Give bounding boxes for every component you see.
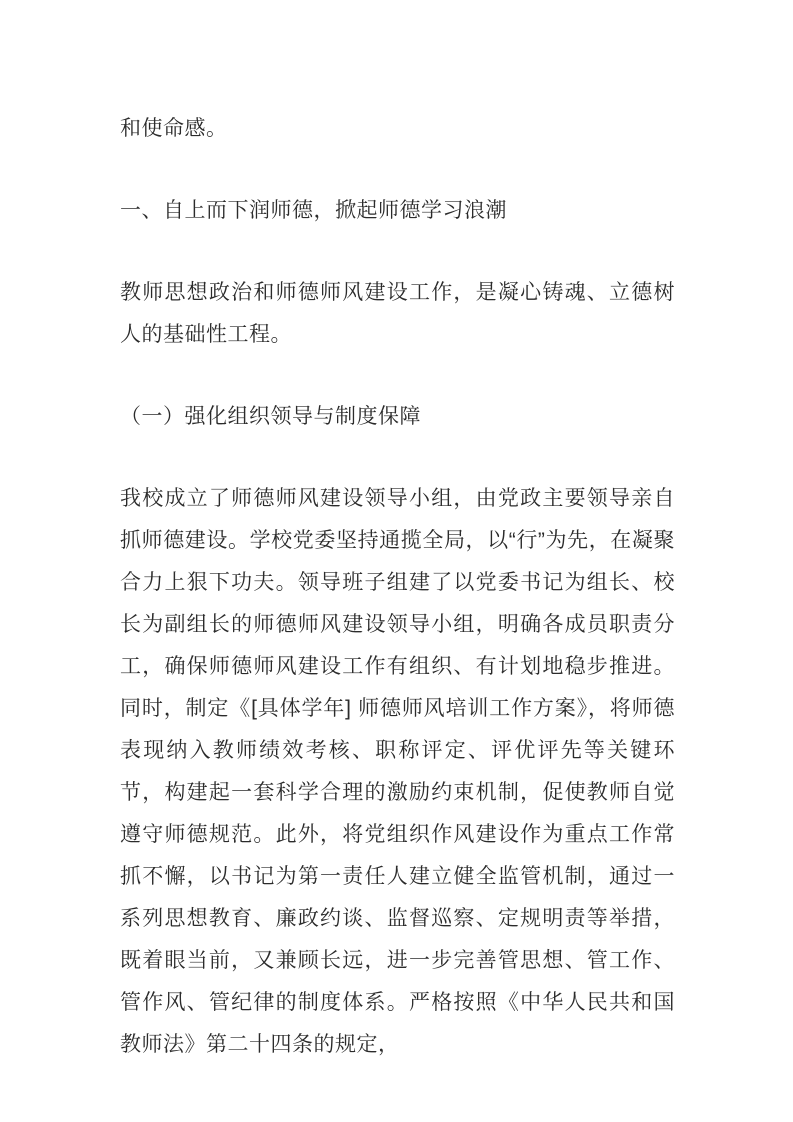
body-paragraph: 我校成立了师德师风建设领导小组，由党政主要领导亲自抓师德建设。学校党委坚持通揽全局，以“行”为先，在凝聚合力上狠下功夫。领导班子组建了以党委书记为组长、校长为副组长的师德师风建设领导小组，明确各成员职责分工，确保师德师风建设工作有组织、有计划地稳步推进。同时，制定《[具体学年] 师德师风培训工作方案》，将师德表现纳入教师绩效考核、职称评定、评优评先等关键环节，构建起一套科学合理的激励约束机制，促使教师自觉遵守师德规范。此外，将党组织作风建设作为重点工作常抓不懈，以书记为第一责任人建立健全监管机制，通过一系列思想教育、廉政约谈、监督巡察、定规明责等举措，既着眼当前，又兼顾长远，进一步完善管思想、管工作、管作风、管纪律的制度体系。严格按照《中华人民共和国教师法》第二十四条的规定， bbox=[120, 487, 675, 1056]
subsection-heading-1-1: （一）强化组织领导与制度保障 bbox=[120, 405, 421, 428]
intro-paragraph: 教师思想政治和师德师风建设工作，是凝心铸魂、立德树人的基础性工程。 bbox=[120, 281, 675, 346]
section-heading-1: 一、自上而下润师德，掀起师德学习浪潮 bbox=[120, 199, 507, 222]
paragraph-continuation: 和使命感。 bbox=[120, 117, 228, 140]
